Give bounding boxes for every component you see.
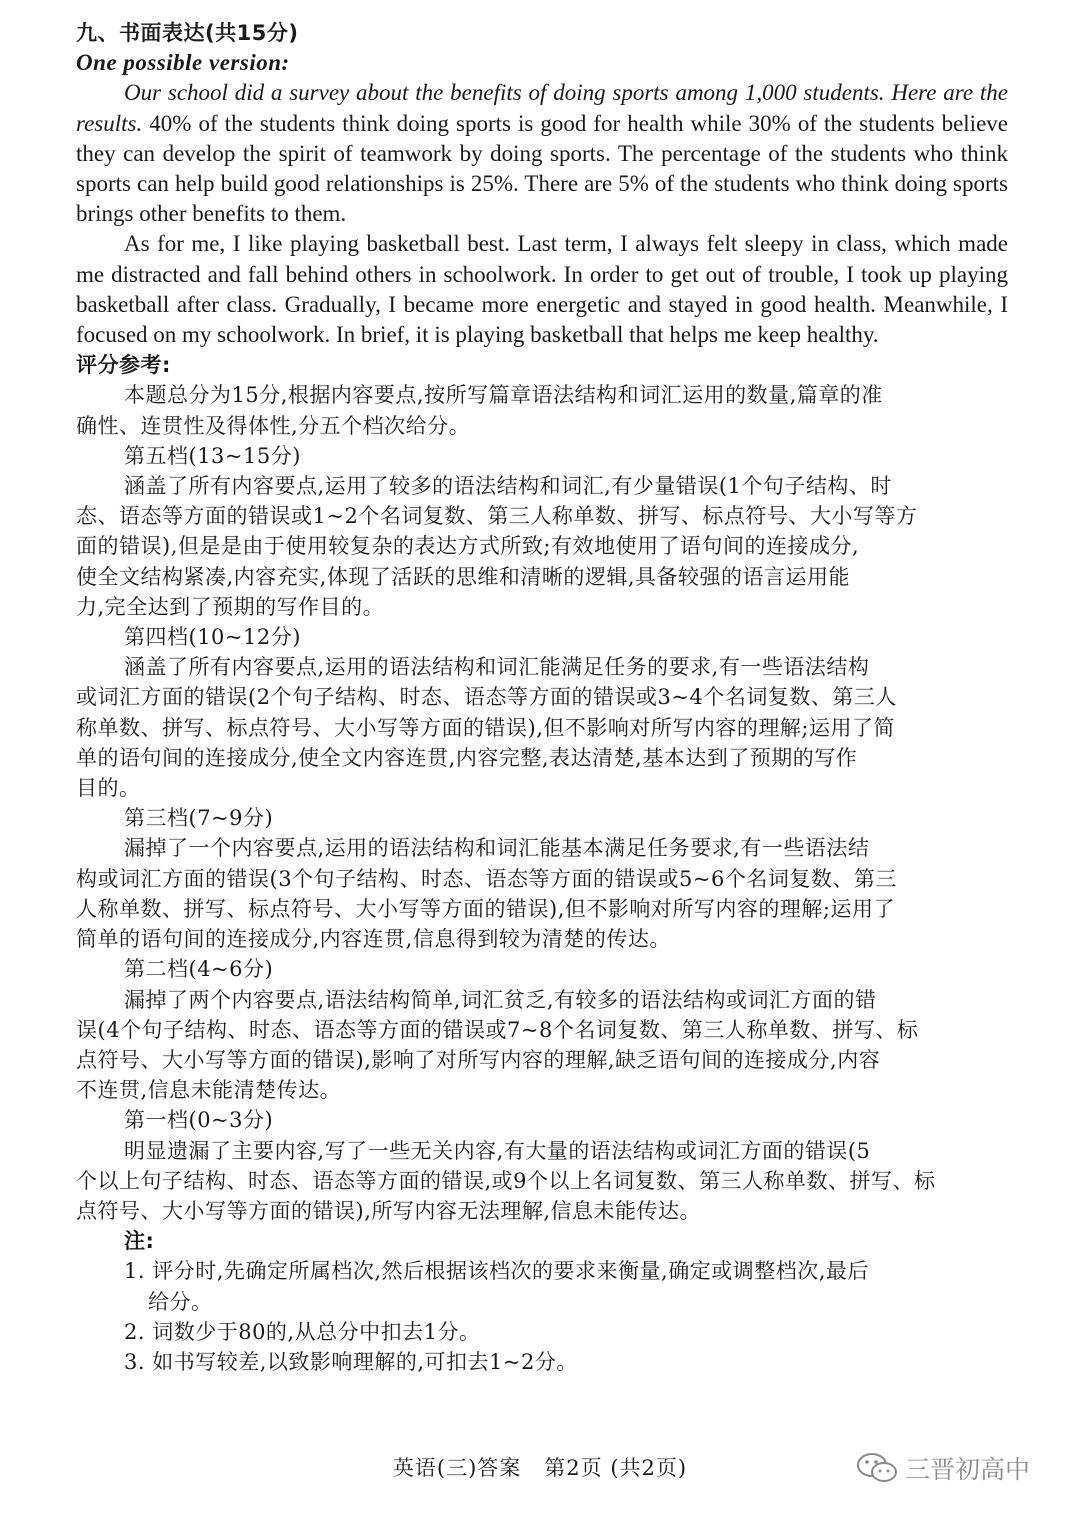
note-item-continuation: 给分。 (148, 1289, 213, 1314)
level-text-line: 面的错误),但是是由于使用较复杂的表达方式所致;有效地使用了语句间的连接成分, (76, 534, 860, 559)
level-text-line: 人称单数、拼写、标点符号、大小写等方面的错误),但不影响对所写内容的理解;运用了 (76, 896, 895, 921)
level-text-line: 称单数、拼写、标点符号、大小写等方面的错误),但不影响对所写内容的理解;运用了简 (76, 715, 895, 740)
level-text-line: 涵盖了所有内容要点,运用的语法结构和词汇能满足任务的要求,有一些语法结构 (124, 655, 870, 680)
level-text-line: 不连贯,信息未能清楚传达。 (76, 1078, 342, 1103)
level-heading: 第四档(10~12分) (124, 625, 301, 650)
level-text-line: 或词汇方面的错误(2个句子结构、时态、语态等方面的错误或3~4个名词复数、第三人 (76, 685, 897, 710)
notes-title: 注: (124, 1229, 155, 1254)
page-footer: 英语(三)答案 第2页 (共2页) (392, 1456, 688, 1480)
level-text-line: 构或词汇方面的错误(3个句子结构、时态、语态等方面的错误或5~6个名词复数、第三 (76, 866, 897, 891)
level-text-line: 误(4个句子结构、时态、语态等方面的错误或7~8个名词复数、第三人称单数、拼写、标 (76, 1017, 919, 1042)
sample-label: One possible version: (76, 50, 290, 76)
watermark-text: 三晋初高中 (905, 1455, 1031, 1484)
note-item: 3. 如书写较差,以致影响理解的,可扣去1~2分。 (124, 1349, 578, 1374)
level-text-line: 漏掉了一个内容要点,运用的语法结构和词汇能基本满足任务要求,有一些语法结 (124, 836, 870, 861)
wechat-icon (855, 1451, 899, 1485)
level-text-line: 明显遗漏了主要内容,写了一些无关内容,有大量的语法结构或词汇方面的错误(5 (124, 1138, 871, 1163)
sample-paragraph-1 (76, 78, 1008, 229)
level-text-line: 力,完全达到了预期的写作目的。 (76, 594, 385, 619)
wechat-watermark (855, 1450, 1030, 1486)
level-heading: 第二档(4~6分) (124, 957, 274, 982)
sample-results: 40% of the students think doing sports is good for health while 30% of the students believe they can develop the spirit of teamwork by doing sports. The percentage of the students who think sports can help build good relationships is 25%. There are 5% of the students who think doing sports brings other benefits to them. (76, 110, 1008, 227)
scoring-title: 评分参考: (76, 353, 171, 378)
level-text-line: 目的。 (76, 776, 141, 801)
answer-page (76, 18, 1008, 1377)
sample-paragraph-2: As for me, I like playing basketball best. Last term, I always felt sleepy in class, which made me distracted and fall behind others in schoolwork. In order to get out of trouble, I took up playing basketball after class. Gradually, I became more energetic and stayed in good health. Meanwhile, I focused on my schoolwork. In brief, it is playing basketball that helps me keep healthy. (76, 231, 1008, 348)
level-text-line: 点符号、大小写等方面的错误),所写内容无法理解,信息未能传达。 (76, 1198, 702, 1223)
level-text-line: 简单的语句间的连接成分,内容连贯,信息得到较为清楚的传达。 (76, 927, 671, 952)
level-text-line: 个以上句子结构、时态、语态等方面的错误,或9个以上名词复数、第三人称单数、拼写、标 (76, 1168, 936, 1193)
note-item: 2. 词数少于80的,从总分中扣去1分。 (124, 1319, 481, 1344)
level-heading: 第三档(7~9分) (124, 806, 274, 831)
level-heading: 第一档(0~3分) (124, 1108, 274, 1133)
note-item: 1. 评分时,先确定所属档次,然后根据该档次的要求来衡量,确定或调整档次,最后 (124, 1259, 869, 1284)
level-text-line: 单的语句间的连接成分,使全文内容连贯,内容完整,表达清楚,基本达到了预期的写作 (76, 745, 858, 770)
level-heading: 第五档(13~15分) (124, 443, 301, 468)
sample-intro-italic: Our school did a survey about the benefits of doing sports among 1,000 students. Here are the results. (76, 80, 1008, 136)
scoring-intro-line: 本题总分为15分,根据内容要点,按所写篇章语法结构和词汇运用的数量,篇章的准 (124, 383, 883, 408)
level-text-line: 点符号、大小写等方面的错误),影响了对所写内容的理解,缺乏语句间的连接成分,内容 (76, 1047, 881, 1072)
level-text-line: 涵盖了所有内容要点,运用了较多的语法结构和词汇,有少量错误(1个句子结构、时 (124, 474, 892, 499)
scoring-intro-line: 确性、连贯性及得体性,分五个档次给分。 (76, 413, 471, 438)
level-text-line: 使全文结构紧凑,内容充实,体现了活跃的思维和清晰的逻辑,具备较强的语言运用能 (76, 564, 851, 589)
level-text-line: 态、语态等方面的错误或1~2个名词复数、第三人称单数、拼写、标点符号、大小写等方 (76, 504, 918, 529)
section-title: 九、书面表达(共15分) (76, 21, 299, 45)
level-text-line: 漏掉了两个内容要点,语法结构简单,词汇贫乏,有较多的语法结构或词汇方面的错 (124, 987, 877, 1012)
